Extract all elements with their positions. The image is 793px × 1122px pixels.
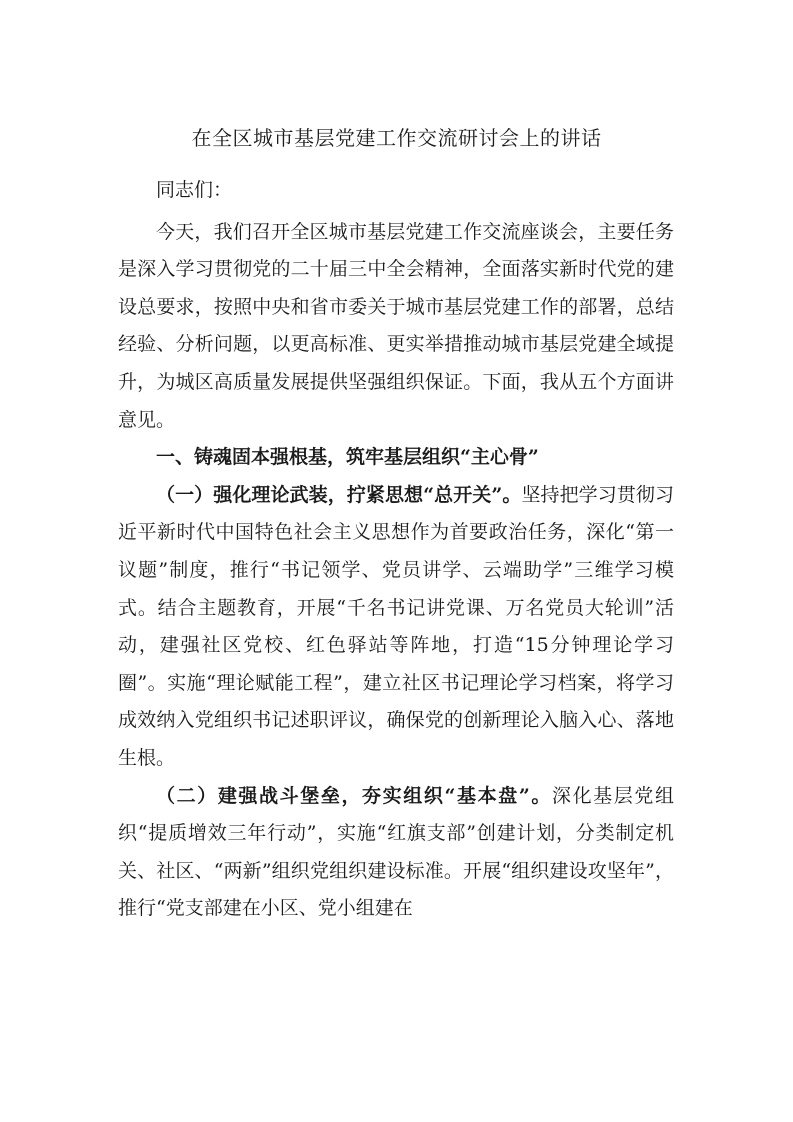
section-heading-1: 一、铸魂固本强根基，筑牢基层组织“主心骨”	[156, 446, 539, 469]
paragraph-2-text: 深化基层党组织“提质增效三年行动”，实施“红旗支部”创建计划，分类制定机关、社区、“两新”组织党组织建设标准。开展“组织建设攻坚年”，推行“党支部建在小区、党小组建在	[118, 784, 674, 920]
subheading-2: （二）建强战斗堡垒，夯实组织“基本盘”。	[156, 784, 552, 807]
section1-paragraph-2	[118, 778, 674, 928]
document-body	[118, 172, 674, 928]
section1-paragraph-1	[118, 477, 674, 778]
document-title: 在全区城市基层党建工作交流研讨会上的讲话	[191, 126, 602, 150]
salutation: 同志们：	[156, 179, 233, 201]
paragraph-1-text: 坚持把学习贯彻习近平新时代中国特色社会主义思想作为首要政治任务，深化“第一议题”制度，推行“书记领学、党员讲学、云端助学”三维学习模式。结合主题教育，开展“千名书记讲党课、万名党员大轮训”活动，建强社区党校、红色驿站等阵地，打造“15分钟理论学习圈”。实施“理论赋能工程”，建立社区书记理论学习档案，将学习成效纳入党组织书记述职评议，确保党的创新理论入脑入心、落地生根。	[118, 483, 674, 769]
intro-paragraph: 今天，我们召开全区城市基层党建工作交流座谈会，主要任务是深入学习贯彻党的二十届三中全会精神，全面落实新时代党的建设总要求，按照中央和省市委关于城市基层党建工作的部署，总结经验、分析问题，以更高标准、更实举措推动城市基层党建全域提升，为城区高质量发展提供坚强组织保证。下面，我从五个方面讲意见。	[118, 220, 674, 431]
subheading-1: （一）强化理论武装，拧紧思想“总开关”。	[156, 483, 522, 506]
